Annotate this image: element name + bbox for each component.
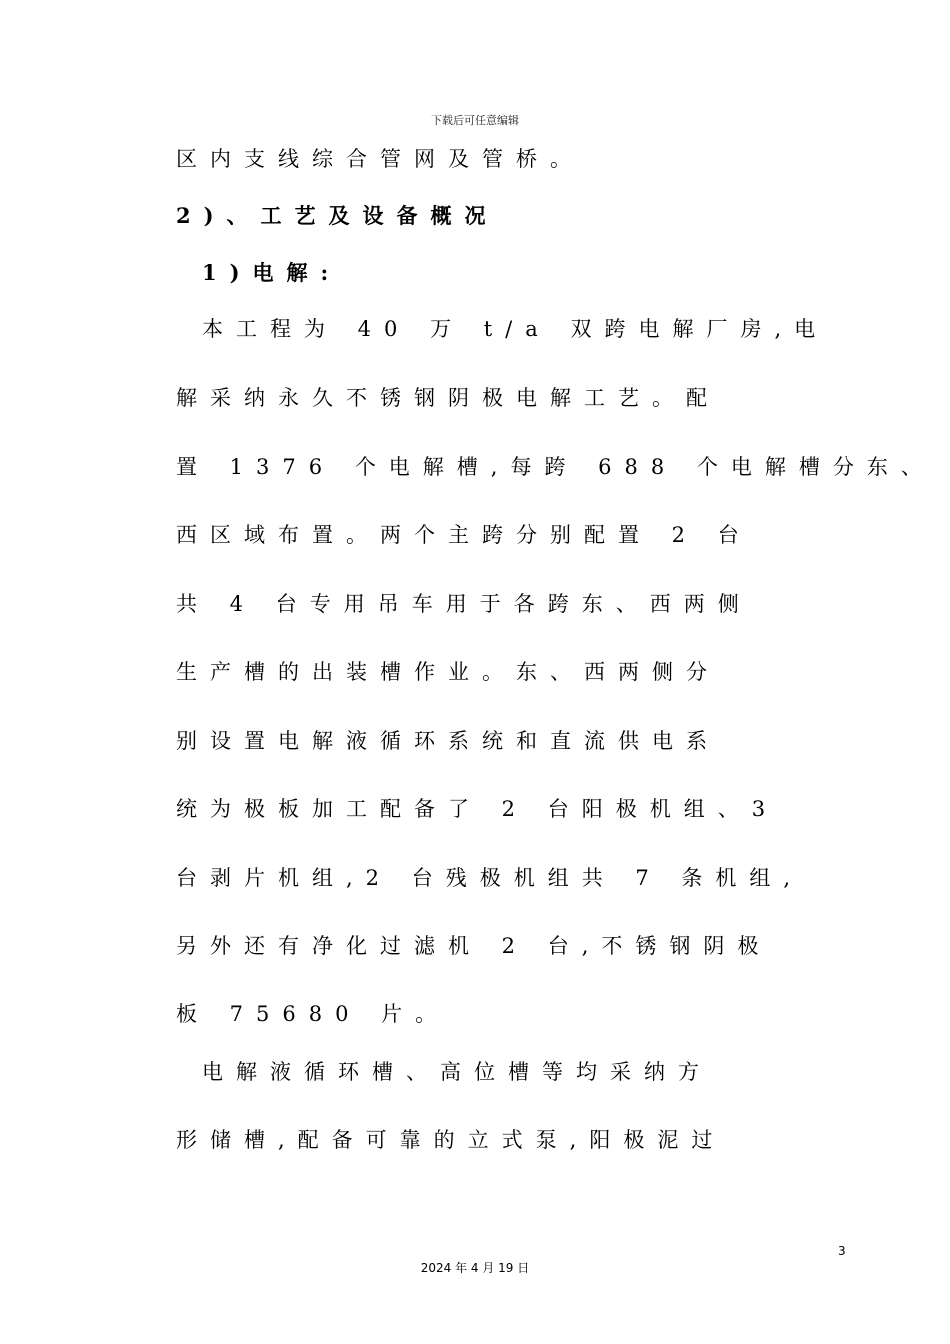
body-line: 共 4 台专用吊车用于各跨东、西两侧 <box>176 592 752 616</box>
paragraph-first-line: 本工程为 40 万 t/a 双跨电解厂房,电 <box>202 317 829 341</box>
subsection-heading: 1)电解: <box>202 260 342 285</box>
body-line: 形储槽,配备可靠的立式泵,阳极泥过 <box>176 1128 726 1152</box>
body-line: 另外还有净化过滤机 2 台,不锈钢阴极 <box>176 934 772 958</box>
body-line: 生产槽的出装槽作业。东、西两侧分 <box>176 660 720 684</box>
body-line: 别设置电解液循环系统和直流供电系 <box>176 729 720 753</box>
footer-date: 2024 年 4 月 19 日 <box>420 1261 530 1275</box>
body-line: 西区域布置。两个主跨分别配置 2 台 <box>176 523 752 547</box>
body-line: 解采纳永久不锈钢阴极电解工艺。配 <box>176 386 720 410</box>
paragraph-first-line: 电解液循环槽、高位槽等均采纳方 <box>202 1060 712 1084</box>
body-line: 置 1376 个电解槽,每跨 688 个电解槽分东、 <box>176 455 935 479</box>
body-line: 台剥片机组,2 台残极机组共 7 条机组, <box>176 866 804 890</box>
body-line: 板 75680 片。 <box>176 1002 450 1026</box>
body-line: 区内支线综合管网及管桥。 <box>176 147 584 171</box>
page-number: 3 <box>838 1244 846 1258</box>
body-line: 统为极板加工配备了 2 台阳极机组、3 <box>176 797 779 821</box>
header-note: 下载后可任意编辑 <box>431 114 519 127</box>
section-heading: 2)、工艺及设备概况 <box>176 203 499 228</box>
